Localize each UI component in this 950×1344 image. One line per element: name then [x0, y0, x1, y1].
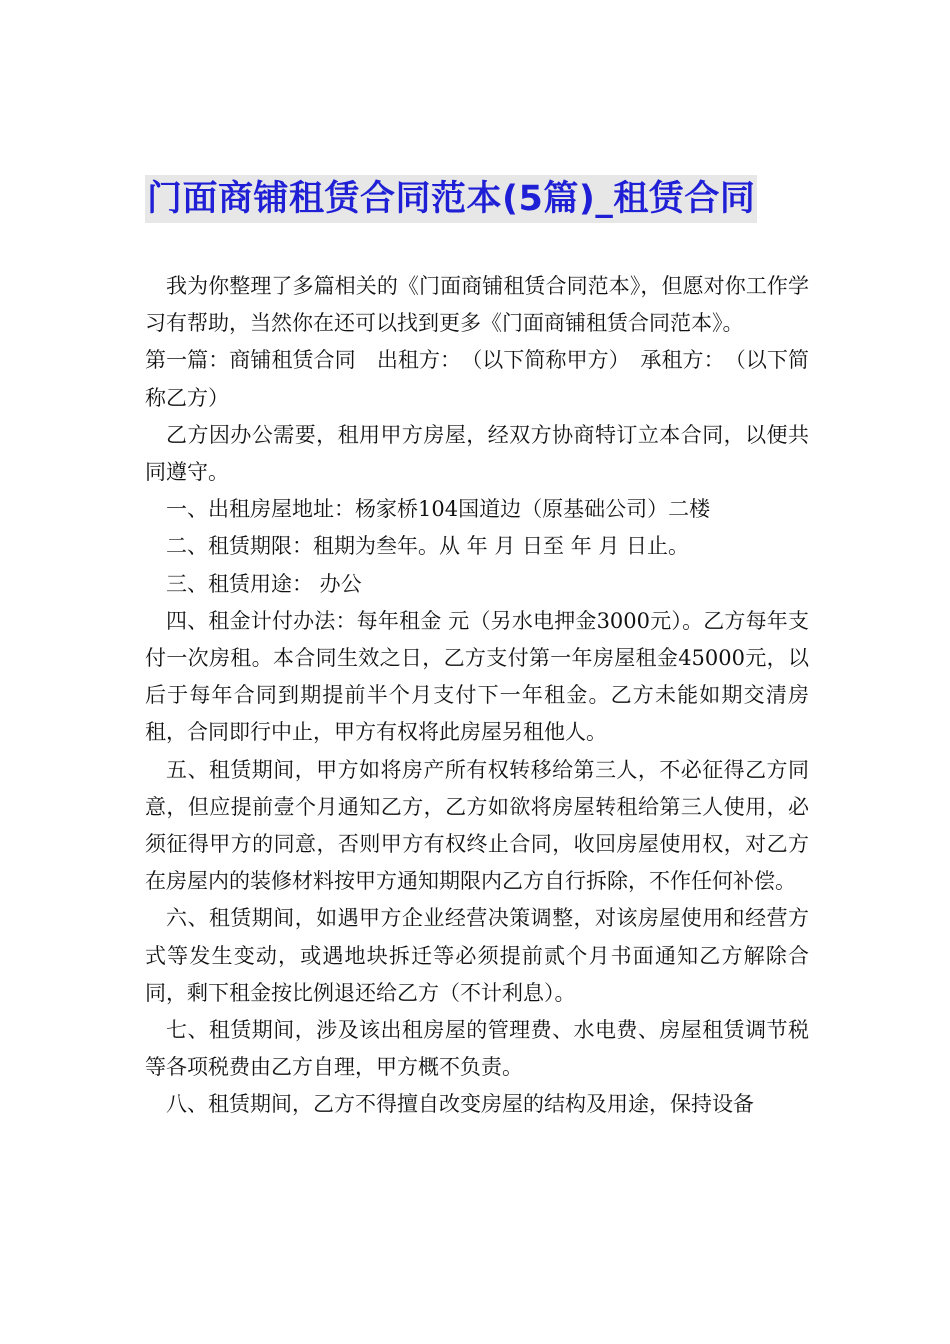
- document-body: [145, 268, 809, 1124]
- clause-6-termination: 六、租赁期间，如遇甲方企业经营决策调整，对该房屋使用和经营方式等发生变动，或遇地块拆迁等必须提前贰个月书面通知乙方解除合同，剩下租金按比例退还给乙方（不计利息）。: [145, 906, 809, 1005]
- clause-4-rent: 四、租金计付办法：每年租金 元（另水电押金3000元）。乙方每年支付一次房租。本合同生效之日，乙方支付第一年房屋租金45000元，以后于每年合同到期提前半个月支付下一年租金。乙方未能如期交清房租，合同即行中止，甲方有权将此房屋另租他人。: [145, 608, 809, 745]
- clause-8-structure: 八、租赁期间，乙方不得擅自改变房屋的结构及用途，保持设备: [166, 1092, 754, 1117]
- paragraph-intro: 我为你整理了多篇相关的《门面商铺租赁合同范本》，但愿对你工作学习有帮助，当然你在还可以找到更多《门面商铺租赁合同范本》。: [145, 274, 809, 336]
- paragraph-part-one-header: 第一篇：商铺租赁合同 出租方： （以下简称甲方） 承租方： （以下简称乙方）: [145, 348, 809, 410]
- clause-2-term: 二、租赁期限：租期为叁年。从 年 月 日至 年 月 日止。: [166, 534, 690, 559]
- clause-3-use: 三、租赁用途： 办公: [166, 571, 362, 596]
- clause-1-address: 一、出租房屋地址：杨家桥104国道边（原基础公司）二楼: [166, 497, 711, 522]
- title-container: [145, 175, 805, 223]
- document-title: 门面商铺租赁合同范本(5篇)_租赁合同: [145, 175, 757, 223]
- clause-5-transfer: 五、租赁期间，甲方如将房产所有权转移给第三人，不必征得乙方同意，但应提前壹个月通知乙方，乙方如欲将房屋转租给第三人使用，必须征得甲方的同意，否则甲方有权终止合同，收回房屋使用权，对乙方在房屋内的装修材料按甲方通知期限内乙方自行拆除，不作任何补偿。: [145, 757, 809, 894]
- paragraph-purpose: 乙方因办公需要，租用甲方房屋，经双方协商特订立本合同，以便共同遵守。: [145, 422, 809, 485]
- clause-7-fees: 七、租赁期间，涉及该出租房屋的管理费、水电费、房屋租赁调节税等各项税费由乙方自理，甲方概不负责。: [145, 1018, 809, 1080]
